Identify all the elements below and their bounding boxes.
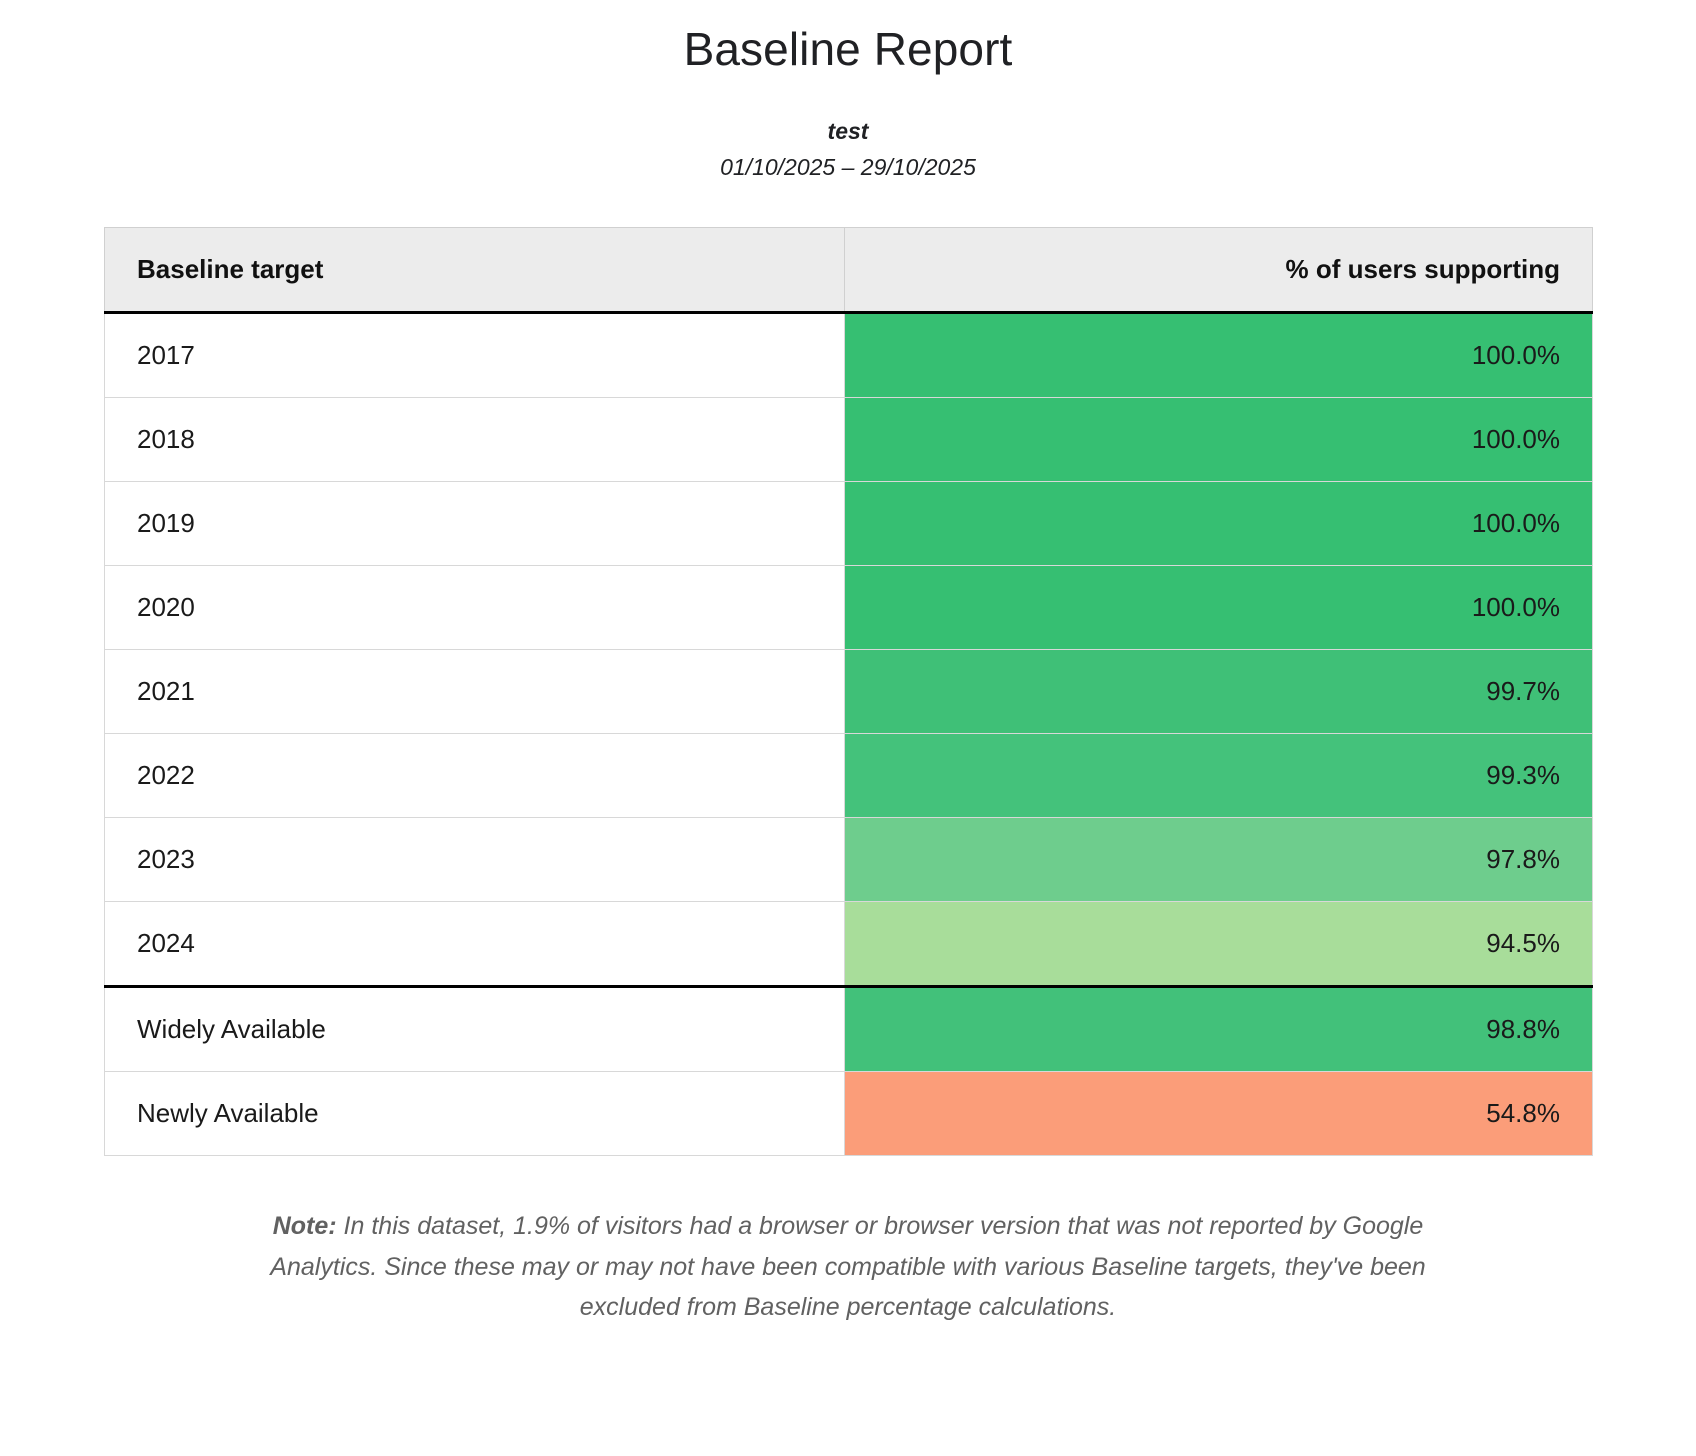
cell-baseline-target: 2020 [105,566,845,650]
cell-percent-supporting: 94.5% [845,902,1593,987]
cell-percent-supporting: 100.0% [845,566,1593,650]
table-row [105,1072,1593,1156]
date-range: 01/10/2025 – 29/10/2025 [720,153,976,180]
report-note [243,1206,1453,1328]
note-label: Note: [272,1212,337,1241]
table-body [105,313,1593,1156]
cell-percent-supporting: 100.0% [845,313,1593,398]
report-page [0,8,1696,1328]
cell-percent-supporting: 100.0% [845,482,1593,566]
cell-percent-supporting: 100.0% [845,398,1593,482]
cell-baseline-target: 2021 [105,650,845,734]
table-header [105,228,1593,313]
cell-percent-supporting: 99.7% [845,650,1593,734]
table-row [105,566,1593,650]
cell-baseline-target: 2022 [105,734,845,818]
cell-baseline-target: 2024 [105,902,845,987]
cell-baseline-target: Widely Available [105,987,845,1072]
table-header-row [105,228,1593,313]
table-row [105,398,1593,482]
cell-baseline-target: 2019 [105,482,845,566]
table-row [105,734,1593,818]
cell-percent-supporting: 98.8% [845,987,1593,1072]
cell-baseline-target: Newly Available [105,1072,845,1156]
property-name: test [827,118,869,144]
table-row [105,902,1593,987]
table-row [105,313,1593,398]
column-header-percent: % of users supporting [845,228,1593,313]
table-row [105,818,1593,902]
cell-baseline-target: 2017 [105,313,845,398]
cell-percent-supporting: 97.8% [845,818,1593,902]
report-subtitle [0,116,1696,183]
cell-baseline-target: 2018 [105,398,845,482]
baseline-table-container [104,227,1592,1156]
baseline-table [104,227,1593,1156]
table-row [105,650,1593,734]
table-row [105,482,1593,566]
note-text: In this dataset, 1.9% of visitors had a browser or browser version that was not reported by Google Analytics. Since these may or may not have been compatible with various Baseline targets, they've been excluded from Baseline percentage calculations. [270,1212,1426,1322]
page-title: Baseline Report [683,23,1013,75]
cell-percent-supporting: 54.8% [845,1072,1593,1156]
cell-percent-supporting: 99.3% [845,734,1593,818]
cell-baseline-target: 2023 [105,818,845,902]
table-row [105,987,1593,1072]
column-header-target: Baseline target [105,228,845,313]
